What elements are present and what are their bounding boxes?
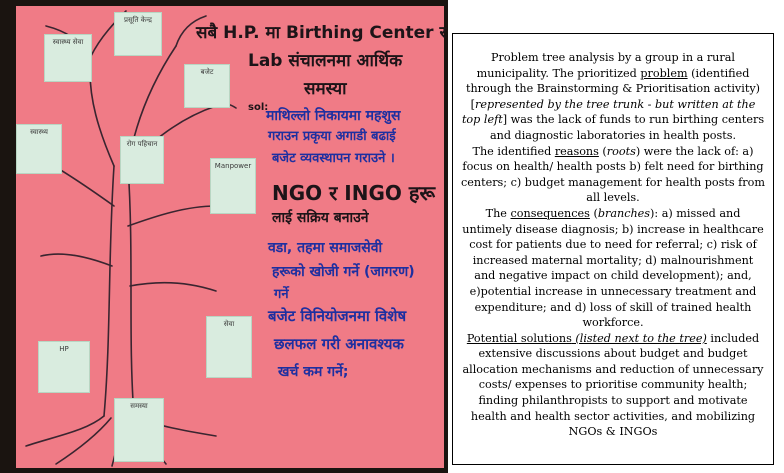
- solution-2-line1: NGO र INGO हरू: [272, 181, 435, 205]
- caption-term-solutions: Potential solutions: [466, 331, 572, 345]
- trunk-right: [128, 166, 134, 416]
- trunk-left: [104, 166, 114, 416]
- sticky-note: बजेट: [184, 64, 230, 108]
- caption-text: (: [589, 206, 598, 220]
- caption-paragraph-problem: [461, 50, 765, 144]
- caption-text: The identified: [472, 144, 555, 158]
- solution-1-line3: बजेट व्यवस्थापन गराउने ।: [272, 151, 395, 166]
- caption-term-reasons: reasons: [554, 144, 599, 158]
- solution-2-line2: लाई सक्रिय बनाउने: [272, 210, 369, 226]
- solution-3-line2: हरूको खोजी गर्ने (जागरण): [272, 264, 415, 280]
- sticky-note: स्वास्थ्य: [16, 124, 62, 174]
- sticky-note: स्वास्थ्य सेवा: [44, 34, 92, 82]
- caption-paragraph-consequences: [461, 206, 765, 331]
- solution-3-line1: वडा, तहमा समाजसेवी: [268, 240, 383, 256]
- caption-italic-note: represented by the tree trunk - but written at the top left: [461, 97, 756, 127]
- caption-text: ): a) missed and untimely disease diagnosis; b) increase in healthcare cost for patients due to need for referral; c) risk of increased maternal mortality; d) malnourishment and negative impact on child development); and, e)potential increase in unnecessary treatment and expenditure; and d) loss of skill of trained health workforce.: [462, 206, 764, 330]
- solution-1-line1: माथिल्लो निकायमा महशुस: [266, 108, 401, 124]
- figure-caption: [452, 33, 774, 465]
- sticky-note: समस्या: [114, 398, 164, 462]
- caption-text: ] was the lack of funds to run birthing centers and diagnostic laboratories in health posts.: [489, 113, 765, 142]
- caption-text: (identified through the Brainstorming & Prioritisation activity) [: [465, 66, 761, 111]
- caption-paragraph-reasons: [461, 144, 765, 206]
- poster-title-line3: समस्या: [304, 79, 347, 99]
- solution-4-line1: बजेट विनियोजनमा विशेष: [268, 307, 407, 325]
- caption-paragraph-solutions: [461, 331, 765, 440]
- pink-poster: [16, 6, 447, 468]
- caption-text: Problem tree analysis by a group in a rural municipality. The prioritized: [476, 51, 735, 80]
- sticky-note: सेवा: [206, 316, 252, 378]
- solution-4-line2: छलफल गरी अनावश्यक: [274, 335, 404, 353]
- caption-text: ) were the lack of: a) focus on health/ health posts b) felt need for birthing centers; c) budget management for health posts from all levels.: [461, 144, 765, 205]
- solution-label: sol:: [248, 102, 269, 113]
- poster-title-line2: Lab संचालनमा आर्थिक: [248, 51, 403, 71]
- caption-text: (: [598, 144, 607, 158]
- caption-term-problem: problem: [640, 66, 688, 80]
- caption-italic-roots: roots: [606, 144, 636, 158]
- sticky-note: HP: [38, 341, 90, 393]
- caption-term-consequences: consequences: [510, 206, 590, 220]
- caption-italic-solutions-note: (listed next to the tree): [571, 331, 707, 345]
- solution-3-line3: गर्ने: [274, 287, 289, 302]
- caption-text: The: [485, 206, 511, 220]
- sticky-note: रोग पहिचान: [120, 136, 164, 184]
- sticky-note: Manpower: [210, 158, 256, 214]
- solution-4-line3: खर्च कम गर्ने;: [278, 364, 349, 380]
- caption-italic-branches: branches: [597, 206, 651, 220]
- solution-1-line2: गराउन प्रकृया अगाडी बढाई: [268, 129, 396, 144]
- caption-text: included extensive discussions about budget and budget allocation mechanisms and reduction of unnecessary costs/ expenses to prioritise community health; finding philanthropists to support and motivate health and health sector activities, and mobilizing NGOs & INGOs: [462, 331, 764, 439]
- sticky-note: प्रसूति केन्द्र: [114, 12, 162, 56]
- poster-title-line1: सबै H.P. मा Birthing Center र: [196, 23, 447, 43]
